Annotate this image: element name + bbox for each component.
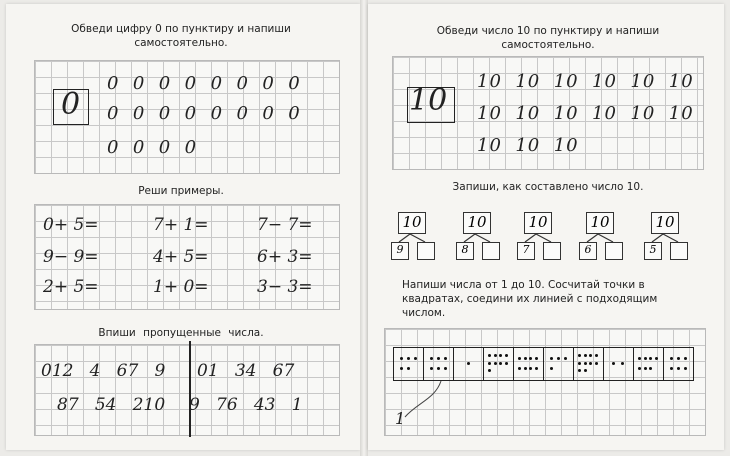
compose-right-5[interactable] — [670, 242, 688, 260]
missing-instruction: Впиши пропущенные числа. — [98, 327, 264, 339]
compose-right-3[interactable] — [543, 242, 561, 260]
ten-row-2: 10 10 10 10 10 10 — [477, 103, 694, 124]
missing-row-2-right: 9 76 43 1 — [189, 395, 303, 415]
example-3-3: 3− 3= — [257, 277, 313, 297]
book-gutter — [360, 0, 368, 456]
trace-row-3: 0 0 0 0 — [107, 137, 198, 158]
compose-right-2[interactable] — [482, 242, 500, 260]
compose-top-4: 10 — [586, 212, 614, 234]
connecting-line — [385, 329, 705, 435]
compose-right-1[interactable] — [417, 242, 435, 260]
missing-grid — [34, 344, 340, 436]
compose-left-2: 8 — [456, 242, 474, 260]
compose-area — [368, 204, 724, 268]
example-1-1: 0+ 5= — [43, 215, 99, 235]
big-number: 10 — [409, 83, 448, 118]
trace-ten-instruction: Обведи число 10 по пунктиру и напиши самостоятельно. — [436, 25, 660, 51]
count-dots-instruction: Напиши числа от 1 до 10. Сосчитай точки в квадратах, соедини их линией с подходящим числом. — [402, 279, 658, 319]
missing-row-1-left: 012 4 67 9 — [41, 361, 166, 381]
example-2-3: 6+ 3= — [257, 247, 313, 267]
right-page — [368, 4, 724, 450]
solve-instruction: Реши примеры. — [138, 185, 224, 197]
trace-row-1: 0 0 0 0 0 0 0 0 — [107, 73, 301, 94]
compose-left-5: 5 — [644, 242, 662, 260]
compose-left-1: 9 — [391, 242, 409, 260]
compose-left-4: 6 — [579, 242, 597, 260]
missing-row-1-right: 01 34 67 — [197, 361, 295, 381]
example-1-3: 7− 7= — [257, 215, 313, 235]
solve-grid — [34, 204, 340, 310]
example-3-2: 1+ 0= — [153, 277, 209, 297]
compose-instruction: Запиши, как составлено число 10. — [452, 181, 644, 193]
example-2-1: 9− 9= — [43, 247, 99, 267]
trace-row-2: 0 0 0 0 0 0 0 0 — [107, 103, 301, 124]
compose-left-3: 7 — [517, 242, 535, 260]
left-page — [6, 4, 360, 450]
compose-top-1: 10 — [398, 212, 426, 234]
compose-top-5: 10 — [651, 212, 679, 234]
trace-ten-grid — [392, 56, 704, 170]
example-1-2: 7+ 1= — [153, 215, 209, 235]
ten-row-1: 10 10 10 10 10 10 — [477, 71, 694, 92]
big-digit: 0 — [61, 87, 81, 122]
missing-row-2-left: 87 54 210 — [57, 395, 166, 415]
compose-top-2: 10 — [463, 212, 491, 234]
trace-zero-instruction: Обведи цифру 0 по пунктиру и напиши самостоятельно. — [71, 23, 291, 49]
example-2-2: 4+ 5= — [153, 247, 209, 267]
divider-line — [189, 341, 191, 437]
compose-top-3: 10 — [524, 212, 552, 234]
example-3-1: 2+ 5= — [43, 277, 99, 297]
written-number: 1 — [395, 409, 406, 428]
ten-row-3: 10 10 10 — [477, 135, 579, 156]
count-dots-grid — [384, 328, 706, 436]
trace-zero-grid — [34, 60, 340, 174]
compose-right-4[interactable] — [605, 242, 623, 260]
